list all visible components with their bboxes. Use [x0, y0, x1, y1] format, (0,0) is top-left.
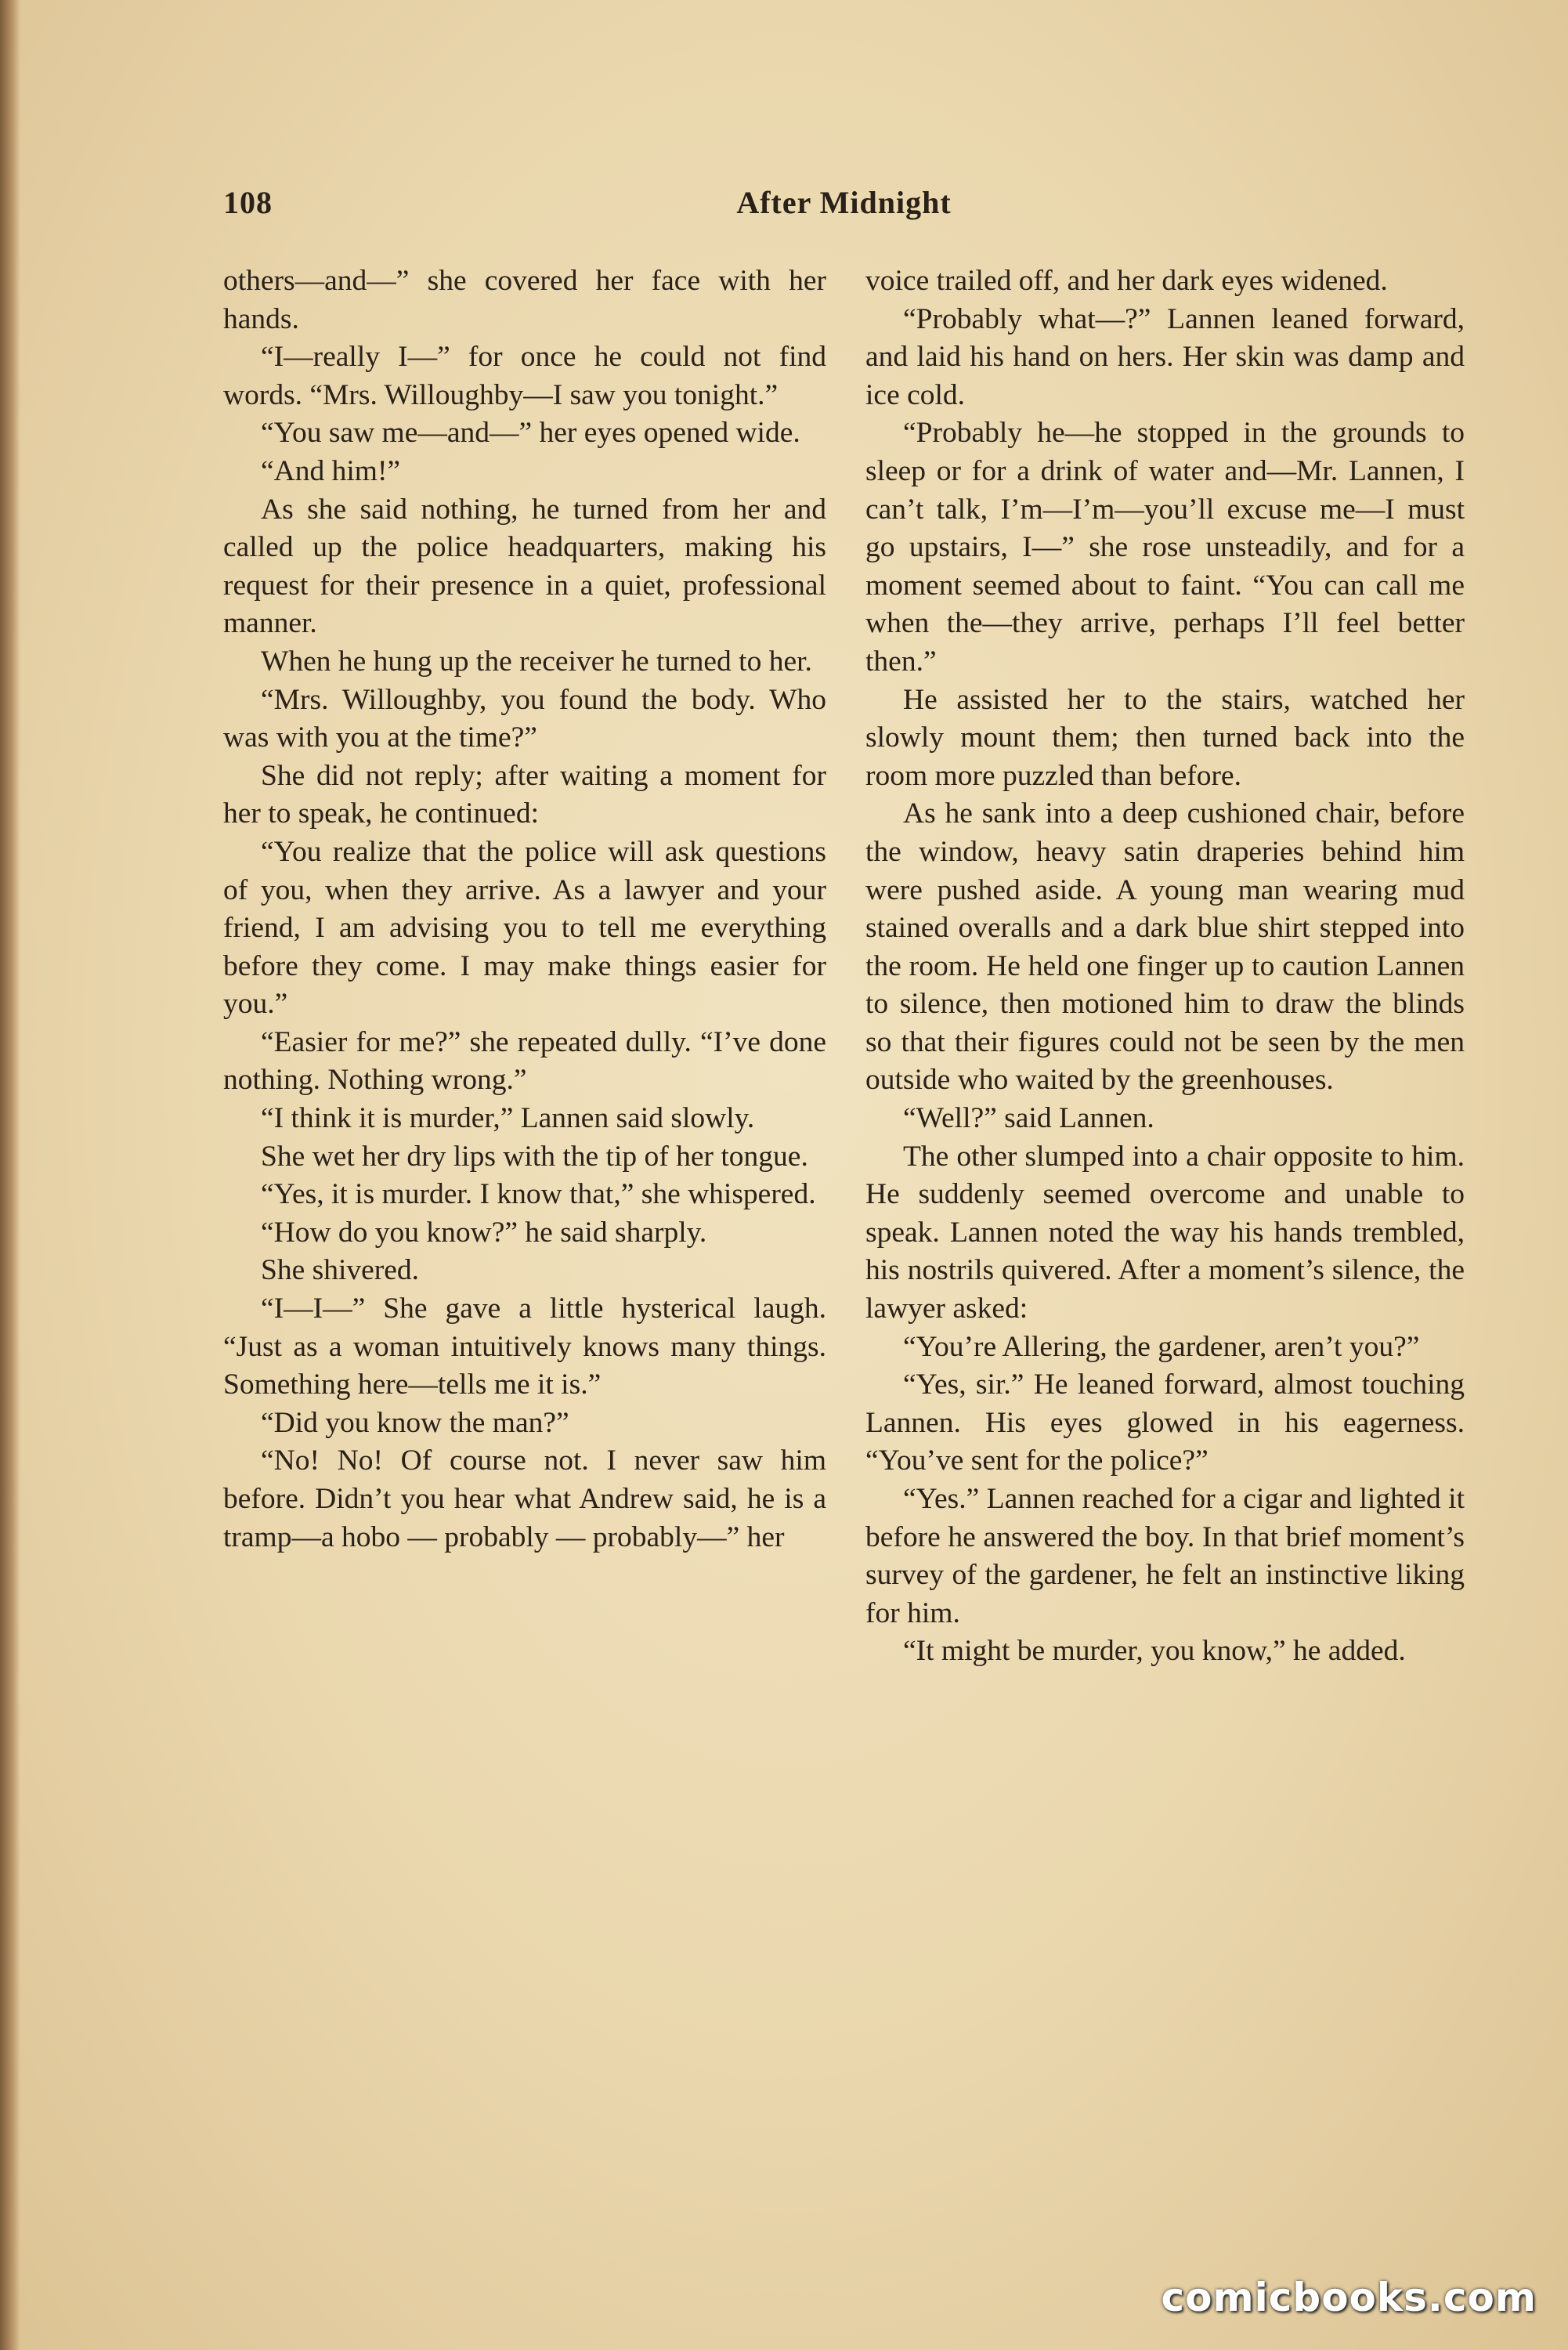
page-header — [223, 184, 1465, 231]
paragraph: She did not reply; after waiting a moment for her to speak, he continued: — [223, 759, 826, 830]
paragraph: The other slumped into a chair opposite to him. He suddenly seemed overcome and unable to speak. Lannen noted the way his hands trembled, his nostrils quivered. After a moment’s silence, the lawyer asked: — [865, 1140, 1465, 1325]
paragraph: As he sank into a deep cushioned chair, before the window, heavy satin draperies behind him were pushed aside. A young man wearing mud stained overalls and a dark blue shirt stepped into the room. He held one finger up to caution Lannen to silence, then motioned him to draw the blinds so that their figures could not be seen by the men outside who waited by the greenhouses. — [865, 797, 1465, 1097]
paragraph: “You saw me—and—” her eyes opened wide. — [261, 417, 800, 450]
paragraph: others—and—” she covered her face with her hands. — [223, 265, 826, 335]
paragraph: voice trailed off, and her dark eyes widened. — [865, 265, 1388, 297]
paragraph: “I—really I—” for once he could not find words. “Mrs. Willoughby—I saw you tonight.” — [223, 341, 826, 411]
paragraph: “Yes, sir.” He leaned forward, almost touching Lannen. His eyes glowed in his eagerness. “You’ve sent for the police?” — [865, 1368, 1465, 1477]
paragraph: “No! No! Of course not. I never saw him before. Didn’t you hear what Andrew said, he is a tramp—a hobo — probably — probably—” her — [223, 1444, 826, 1553]
paragraph: She shivered. — [261, 1254, 420, 1287]
paragraph: “You’re Allering, the gardener, aren’t you?” — [903, 1330, 1420, 1363]
right-text-column — [865, 262, 1465, 1671]
paragraph: She wet her dry lips with the tip of her tongue. — [261, 1140, 808, 1173]
paragraph: “I think it is murder,” Lannen said slowly. — [261, 1102, 755, 1135]
paragraph: “Well?” said Lannen. — [903, 1102, 1154, 1135]
paragraph: “I—I—” She gave a little hysterical laugh. “Just as a woman intuitively knows many things. Something here—tells me it is.” — [223, 1292, 826, 1401]
paragraph: “And him!” — [261, 454, 401, 487]
paragraph: “Yes, it is murder. I know that,” she whispered. — [261, 1178, 816, 1211]
paragraph: “Easier for me?” she repeated dully. “I’ve done nothing. Nothing wrong.” — [223, 1025, 826, 1097]
page-number: 108 — [223, 185, 273, 220]
left-text-column — [223, 262, 826, 1556]
paragraph: “Probably he—he stopped in the grounds to sleep or for a drink of water and—Mr. Lannen, I can’t talk, I’m—I’m—you’ll excuse me—I must go upstairs, I—” she rose unsteadily, and for a moment seemed about to faint. “You can call me when the—they arrive, perhaps I’ll feel better then.” — [865, 417, 1465, 678]
paragraph: “It might be murder, you know,” he added. — [903, 1635, 1406, 1668]
paragraph: He assisted her to the stairs, watched her slowly mount them; then turned back into the room more puzzled than before. — [865, 683, 1465, 792]
paragraph: “Mrs. Willoughby, you found the body. Who was with you at the time?” — [223, 683, 826, 754]
paragraph: “Yes.” Lannen reached for a cigar and lighted it before he answered the boy. In that brief moment’s survey of the gardener, he felt an instinctive liking for him. — [865, 1483, 1465, 1629]
paragraph: As she said nothing, he turned from her and called up the police headquarters, making his request for their presence in a quiet, professional manner. — [223, 493, 826, 640]
running-head-title: After Midnight — [736, 185, 952, 220]
paragraph: When he hung up the receiver he turned to her. — [261, 645, 812, 678]
site-watermark: comicbooks.com — [1161, 2275, 1537, 2320]
paragraph: “Probably what—?” Lannen leaned forward, and laid his hand on hers. Her skin was damp and ice cold. — [865, 302, 1465, 411]
paragraph: “You realize that the police will ask questions of you, when they arrive. As a lawyer and your friend, I am advising you to tell me everything before they come. I may make things easier for you.” — [223, 835, 826, 1021]
paragraph: “How do you know?” he said sharply. — [261, 1216, 707, 1249]
paragraph: “Did you know the man?” — [261, 1406, 569, 1439]
page-spine-edge — [0, 0, 20, 2350]
